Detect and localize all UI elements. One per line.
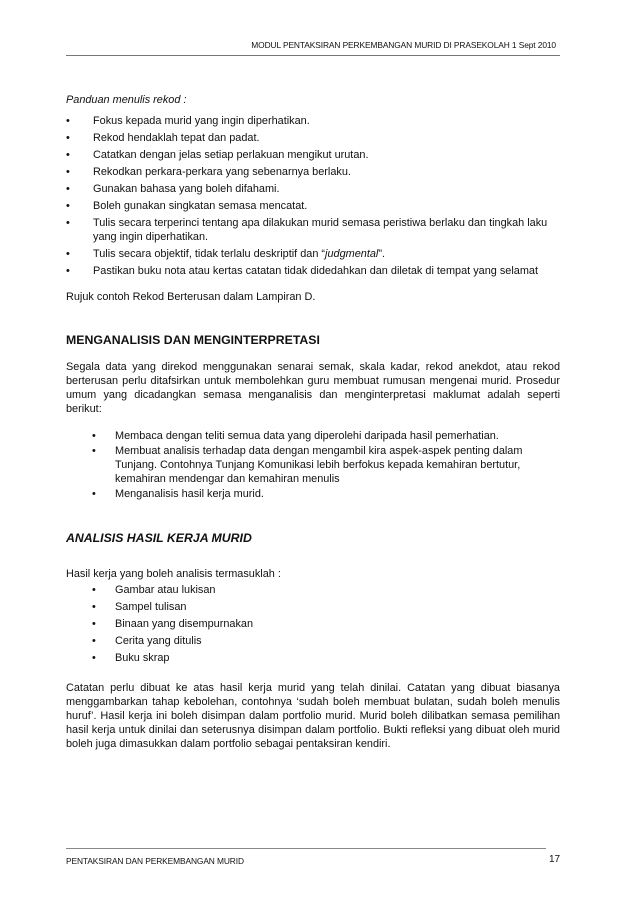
guide-heading: Panduan menulis rekod :: [66, 94, 187, 106]
page-header: MODUL PENTAKSIRAN PERKEMBANGAN MURID DI PRASEKOLAH 1 Sept 2010: [251, 40, 556, 50]
bullet-icon: •: [92, 584, 96, 596]
bullet-icon: •: [66, 265, 70, 277]
list-item-text: Sampel tulisan: [115, 601, 187, 613]
analysis-list: [66, 429, 560, 501]
appendix-note: Rujuk contoh Rekod Berterusan dalam Lampiran D.: [66, 291, 316, 303]
bullet-icon: •: [92, 445, 96, 457]
list-item: [66, 247, 560, 261]
bullet-icon: •: [66, 149, 70, 161]
analysis-paragraph: Segala data yang direkod menggunakan senarai semak, skala kadar, rekod anekdot, atau rekod berterusan perlu ditafsirkan untuk membolehkan guru membuat rumusan mengenai murid. Prosedur umum yang dicadangkan semasa menganalisis dan menginterpretasi maklumat adalah seperti berikut:: [66, 361, 560, 415]
list-item: [92, 583, 560, 597]
list-item-text: Gunakan bahasa yang boleh difahami.: [93, 183, 280, 195]
list-item: [92, 600, 560, 614]
list-item: [66, 131, 560, 145]
list-item: [66, 114, 560, 128]
bullet-icon: •: [92, 601, 96, 613]
list-item-text: ”.: [378, 248, 385, 260]
list-item-text: Rekodkan perkara-perkara yang sebenarnya berlaku.: [93, 166, 351, 178]
list-item: [66, 199, 560, 213]
list-item-text: Gambar atau lukisan: [115, 584, 216, 596]
bullet-icon: •: [92, 618, 96, 630]
list-item-text: Menganalisis hasil kerja murid.: [115, 488, 264, 500]
list-item-text: Binaan yang disempurnakan: [115, 618, 254, 630]
work-intro: Hasil kerja yang boleh analisis termasuklah :: [66, 568, 281, 580]
list-item-text: Catatkan dengan jelas setiap perlakuan mengikut urutan.: [93, 149, 369, 161]
list-item-text: Cerita yang ditulis: [115, 635, 202, 647]
list-item-text: Fokus kepada murid yang ingin diperhatikan.: [93, 115, 310, 127]
footer-rule: [66, 848, 546, 849]
emphasis-text: judgmental: [325, 248, 379, 260]
section-title-analysis: MENGANALISIS DAN MENGINTERPRETASI: [66, 333, 320, 347]
list-item-text: Boleh gunakan singkatan semasa mencatat.: [93, 200, 308, 212]
bullet-icon: •: [66, 132, 70, 144]
list-item: [92, 617, 560, 631]
bullet-icon: •: [92, 430, 96, 442]
section-title-work: ANALISIS HASIL KERJA MURID: [66, 531, 252, 545]
page-footer: PENTAKSIRAN DAN PERKEMBANGAN MURID: [66, 856, 244, 866]
bullet-icon: •: [66, 217, 70, 229]
list-item-text: Pastikan buku nota atau kertas catatan tidak didedahkan dan diletak di tempat yang selamat: [93, 265, 538, 277]
list-item-text: Membaca dengan teliti semua data yang diperolehi daripada hasil pemerhatian.: [115, 430, 499, 442]
work-paragraph: Catatan perlu dibuat ke atas hasil kerja murid yang telah dinilai. Catatan yang dibuat biasanya menggambarkan tahap kebolehan, contohnya ‘sudah boleh membuat bulatan, sudah boleh menulis huruf’. Hasil kerja ini boleh disimpan dalam portfolio murid. Murid boleh dilibatkan semasa pemilihan hasil kerja untuk dinilai dan seterusnya disimpan dalam portfolio. Bukti refleksi yang dibuat oleh murid boleh juga dimasukkan dalam portfolio sebagai pentaksiran kendiri.: [66, 682, 560, 750]
list-item-text: Buku skrap: [115, 652, 170, 664]
bullet-icon: •: [92, 488, 96, 500]
page-content: [66, 93, 560, 751]
list-item: [92, 444, 560, 486]
bullet-icon: •: [66, 166, 70, 178]
bullet-icon: •: [66, 248, 70, 260]
list-item: [66, 182, 560, 196]
list-item-text: Tulis secara objektif, tidak terlalu deskriptif dan “: [93, 248, 326, 260]
guide-list: [66, 114, 560, 278]
bullet-icon: •: [66, 183, 70, 195]
bullet-icon: •: [92, 635, 96, 647]
header-rule: [66, 55, 560, 56]
list-item: [66, 216, 560, 244]
list-item: [92, 487, 560, 501]
bullet-icon: •: [66, 115, 70, 127]
list-item-text: Rekod hendaklah tepat dan padat.: [93, 132, 260, 144]
list-item: [92, 429, 560, 443]
list-item: [92, 634, 560, 648]
page-number: 17: [549, 854, 561, 865]
work-list: [66, 583, 560, 665]
bullet-icon: •: [92, 652, 96, 664]
list-item: [66, 165, 560, 179]
list-item: [66, 264, 560, 278]
list-item-text: Tulis secara terperinci tentang apa dilakukan murid semasa peristiwa berlaku dan tingkah laku yang ingin diperhatikan.: [93, 217, 548, 243]
list-item-text: Membuat analisis terhadap data dengan mengambil kira aspek-aspek penting dalam Tunjang. Contohnya Tunjang Komunikasi lebih berfokus kepada kemahiran bertutur, kemahiran mendengar dan kemahiran menulis: [115, 445, 523, 485]
bullet-icon: •: [66, 200, 70, 212]
list-item: [66, 148, 560, 162]
list-item: [92, 651, 560, 665]
